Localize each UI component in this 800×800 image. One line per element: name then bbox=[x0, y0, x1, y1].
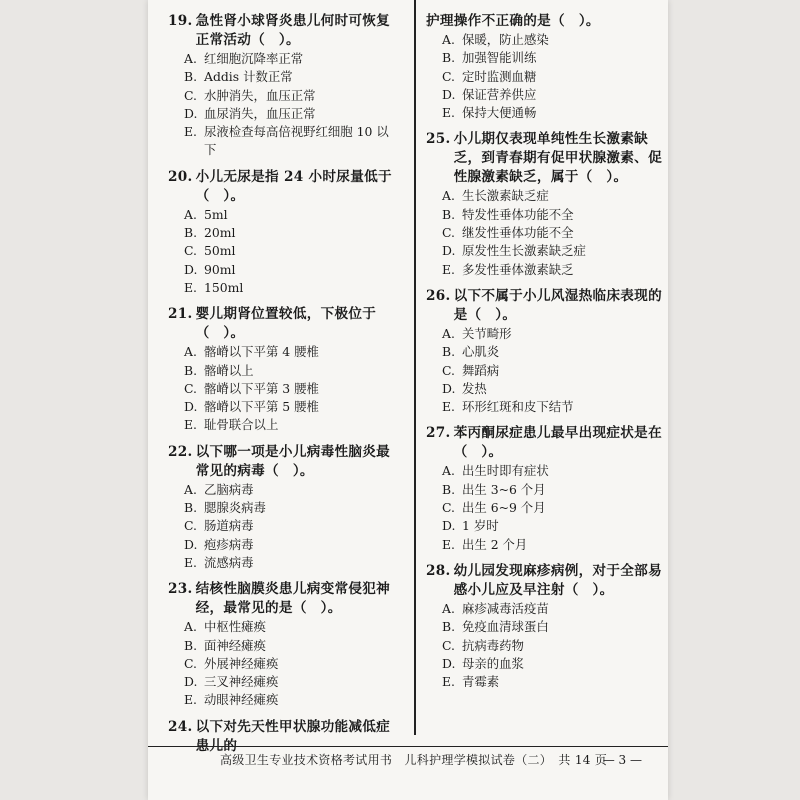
option-letter: E. bbox=[442, 105, 455, 121]
option-letter: E. bbox=[184, 554, 197, 570]
option-text: 三叉神经瘫痪 bbox=[204, 674, 279, 690]
option-letter: C. bbox=[442, 637, 455, 653]
page-number: — 3 — bbox=[602, 753, 642, 767]
option-letter: E. bbox=[184, 279, 197, 295]
option-letter: C. bbox=[442, 68, 455, 84]
option-text: 90ml bbox=[204, 261, 236, 277]
answer-option bbox=[426, 224, 662, 242]
answer-option bbox=[426, 655, 662, 673]
question-stem bbox=[426, 130, 662, 187]
option-text: 红细胞沉降率正常 bbox=[204, 51, 304, 66]
answer-option bbox=[168, 261, 400, 279]
answer-option bbox=[168, 68, 400, 86]
answer-option bbox=[168, 655, 400, 673]
answer-option bbox=[168, 242, 400, 260]
option-letter: D. bbox=[442, 243, 456, 259]
option-text: 20ml bbox=[204, 225, 236, 241]
option-letter: D. bbox=[442, 655, 456, 671]
answer-option bbox=[426, 481, 662, 499]
option-text: 腮腺炎病毒 bbox=[204, 500, 266, 516]
option-text: 原发性生长激素缺乏症 bbox=[462, 243, 586, 259]
option-text: 舞蹈病 bbox=[462, 362, 500, 378]
option-letter: C. bbox=[184, 655, 197, 671]
answer-option bbox=[426, 637, 662, 655]
question-text: 幼儿园发现麻疹病例，对于全部易感小儿应及早注射（ ）。 bbox=[453, 562, 662, 598]
option-letter: D. bbox=[184, 105, 198, 121]
answer-option bbox=[168, 343, 400, 361]
answer-option bbox=[426, 362, 662, 380]
question-stem bbox=[168, 12, 400, 50]
column-divider bbox=[414, 0, 416, 735]
question-text: 以下不属于小儿风湿热临床表现的是（ ）。 bbox=[453, 287, 662, 323]
page-footer bbox=[148, 746, 668, 767]
option-text: 加强智能训练 bbox=[462, 50, 537, 66]
question-item bbox=[168, 168, 400, 297]
option-letter: A. bbox=[442, 325, 455, 341]
question-text: 小儿无尿是指 24 小时尿量低于（ ）。 bbox=[195, 168, 392, 204]
option-letter: B. bbox=[442, 481, 456, 497]
question-text: 小儿期仅表现单纯性生长激素缺乏，到青春期有促甲状腺激素、促性腺激素缺乏，属于（ ）。 bbox=[453, 131, 662, 186]
option-text: 血尿消失，血压正常 bbox=[204, 105, 316, 121]
option-text: 保证营养供应 bbox=[462, 86, 537, 102]
option-letter: D. bbox=[442, 518, 456, 534]
option-letter: B. bbox=[442, 344, 456, 360]
answer-option bbox=[426, 68, 662, 86]
option-letter: A. bbox=[184, 51, 197, 66]
answer-option bbox=[168, 50, 400, 68]
question-number: 26. bbox=[426, 287, 451, 304]
option-text: 髂嵴以下平第 3 腰椎 bbox=[204, 380, 319, 396]
option-text: 多发性垂体激素缺乏 bbox=[462, 261, 574, 277]
question-item bbox=[168, 580, 400, 709]
right-column bbox=[426, 12, 662, 699]
question-stem bbox=[426, 562, 662, 600]
answer-option bbox=[426, 499, 662, 517]
option-letter: A. bbox=[442, 463, 455, 479]
answer-option bbox=[168, 481, 400, 499]
question-stem bbox=[426, 424, 662, 462]
option-letter: B. bbox=[184, 362, 198, 378]
option-letter: C. bbox=[184, 87, 197, 103]
answer-option bbox=[168, 691, 400, 709]
option-text: 髂嵴以下平第 4 腰椎 bbox=[204, 344, 319, 360]
answer-option bbox=[426, 31, 662, 49]
option-letter: B. bbox=[442, 50, 456, 66]
option-letter: A. bbox=[184, 206, 197, 222]
question-number: 20. bbox=[168, 168, 193, 185]
answer-option bbox=[168, 618, 400, 636]
question-number: 25. bbox=[426, 131, 451, 148]
answer-option bbox=[168, 279, 400, 297]
answer-option bbox=[168, 536, 400, 554]
option-letter: A. bbox=[184, 344, 197, 360]
question-number: 21. bbox=[168, 306, 193, 323]
option-letter: C. bbox=[442, 225, 455, 241]
answer-option bbox=[168, 206, 400, 224]
option-text: 1 岁时 bbox=[462, 518, 499, 534]
option-text: 5ml bbox=[204, 206, 228, 222]
option-text: 出生 2 个月 bbox=[462, 536, 528, 552]
option-text: 流感病毒 bbox=[204, 554, 254, 570]
option-letter: B. bbox=[442, 619, 456, 635]
option-text: 150ml bbox=[204, 279, 244, 295]
question-number: 19. bbox=[168, 13, 193, 29]
question-text: 护理操作不正确的是（ ）。 bbox=[426, 13, 600, 29]
answer-option bbox=[426, 86, 662, 104]
answer-option bbox=[426, 261, 662, 279]
question-text: 结核性脑膜炎患儿病变常侵犯神经，最常见的是（ ）。 bbox=[195, 581, 391, 617]
answer-option bbox=[168, 224, 400, 242]
answer-option bbox=[168, 380, 400, 398]
option-text: 髂嵴以上 bbox=[204, 362, 254, 378]
question-stem bbox=[168, 305, 400, 343]
question-text: 以下对先天性甲状腺功能减低症患儿的 bbox=[195, 718, 391, 754]
option-letter: A. bbox=[442, 600, 455, 616]
option-letter: D. bbox=[184, 536, 198, 552]
option-text: 外展神经瘫痪 bbox=[204, 655, 279, 671]
question-text: 婴儿期肾位置较低，下极位于（ ）。 bbox=[195, 306, 377, 342]
option-letter: D. bbox=[184, 261, 198, 277]
option-text: 麻疹减毒活疫苗 bbox=[462, 600, 549, 616]
footer-title: 高级卫生专业技术资格考试用书 儿科护理学模拟试卷（二） 共 14 页 bbox=[220, 753, 608, 767]
option-text: 继发性垂体功能不全 bbox=[462, 225, 574, 241]
answer-option bbox=[426, 462, 662, 480]
answer-option bbox=[426, 398, 662, 416]
question-item bbox=[168, 443, 400, 572]
option-letter: E. bbox=[442, 674, 455, 690]
option-letter: D. bbox=[442, 380, 456, 396]
option-letter: A. bbox=[184, 481, 197, 497]
question-number: 28. bbox=[426, 562, 451, 579]
option-text: 关节畸形 bbox=[462, 325, 512, 341]
option-letter: E. bbox=[184, 124, 197, 140]
answer-option bbox=[168, 123, 400, 160]
option-text: 保持大便通畅 bbox=[462, 105, 537, 121]
option-text: 乙脑病毒 bbox=[204, 481, 254, 497]
option-text: 水肿消失，血压正常 bbox=[204, 87, 316, 103]
question-number: 27. bbox=[426, 425, 451, 442]
option-text: 肠道病毒 bbox=[204, 518, 254, 534]
option-text: Addis 计数正常 bbox=[204, 69, 293, 85]
answer-option bbox=[426, 380, 662, 398]
answer-option bbox=[426, 517, 662, 535]
option-letter: E. bbox=[184, 417, 197, 433]
option-text: 发热 bbox=[462, 380, 487, 396]
answer-option bbox=[168, 87, 400, 105]
option-text: 心肌炎 bbox=[462, 344, 500, 360]
answer-option bbox=[426, 206, 662, 224]
option-text: 面神经瘫痪 bbox=[204, 637, 266, 653]
option-text: 中枢性瘫痪 bbox=[204, 619, 266, 635]
answer-option bbox=[426, 104, 662, 122]
option-text: 环形红斑和皮下结节 bbox=[462, 399, 574, 415]
option-letter: E. bbox=[442, 536, 455, 552]
option-letter: B. bbox=[184, 225, 198, 241]
option-letter: D. bbox=[442, 86, 456, 102]
answer-option bbox=[168, 398, 400, 416]
option-letter: A. bbox=[442, 188, 455, 204]
option-letter: B. bbox=[184, 500, 198, 516]
exam-page bbox=[148, 0, 668, 800]
answer-option bbox=[168, 362, 400, 380]
answer-option bbox=[168, 554, 400, 572]
answer-option bbox=[426, 673, 662, 691]
question-stem bbox=[426, 287, 662, 325]
answer-option bbox=[168, 637, 400, 655]
option-letter: B. bbox=[184, 637, 198, 653]
option-letter: C. bbox=[442, 362, 455, 378]
question-text: 急性肾小球肾炎患儿何时可恢复正常活动（ ）。 bbox=[195, 13, 391, 48]
option-text: 青霉素 bbox=[462, 674, 500, 690]
question-stem bbox=[168, 168, 400, 206]
option-text: 特发性垂体功能不全 bbox=[462, 206, 574, 222]
option-text: 髂嵴以下平第 5 腰椎 bbox=[204, 399, 319, 415]
question-text: 以下哪一项是小儿病毒性脑炎最常见的病毒（ ）。 bbox=[195, 443, 391, 479]
option-letter: E. bbox=[442, 261, 455, 277]
answer-option bbox=[168, 673, 400, 691]
option-letter: A. bbox=[442, 32, 455, 47]
option-text: 50ml bbox=[204, 243, 236, 259]
answer-option bbox=[426, 343, 662, 361]
option-text: 出生 6~9 个月 bbox=[462, 500, 546, 516]
question-number: 24. bbox=[168, 718, 193, 735]
question-stem bbox=[168, 443, 400, 481]
question-stem bbox=[426, 12, 662, 31]
option-letter: C. bbox=[442, 500, 455, 516]
option-letter: B. bbox=[442, 206, 456, 222]
option-text: 疱疹病毒 bbox=[204, 536, 254, 552]
option-text: 动眼神经瘫痪 bbox=[204, 692, 279, 708]
option-text: 母亲的血浆 bbox=[462, 655, 524, 671]
question-text: 苯丙酮尿症患儿最早出现症状是在（ ）。 bbox=[453, 425, 662, 461]
question-item bbox=[168, 12, 400, 160]
option-text: 出生时即有症状 bbox=[462, 463, 549, 479]
answer-option bbox=[426, 325, 662, 343]
option-letter: E. bbox=[184, 692, 197, 708]
left-column bbox=[168, 12, 400, 764]
option-text: 保暖，防止感染 bbox=[462, 32, 549, 47]
answer-option bbox=[426, 49, 662, 67]
option-letter: C. bbox=[184, 518, 197, 534]
question-item bbox=[426, 130, 662, 278]
option-letter: D. bbox=[184, 674, 198, 690]
question-item bbox=[426, 424, 662, 553]
option-text: 定时监测血糖 bbox=[462, 68, 537, 84]
answer-option bbox=[426, 536, 662, 554]
question-item bbox=[426, 12, 662, 122]
question-number: 22. bbox=[168, 443, 193, 460]
question-stem bbox=[168, 580, 400, 618]
option-text: 尿液检查每高倍视野红细胞 10 以下 bbox=[204, 124, 389, 158]
question-item bbox=[426, 287, 662, 416]
answer-option bbox=[168, 517, 400, 535]
option-letter: D. bbox=[184, 399, 198, 415]
answer-option bbox=[168, 499, 400, 517]
answer-option bbox=[168, 416, 400, 434]
option-letter: C. bbox=[184, 380, 197, 396]
option-letter: B. bbox=[184, 69, 198, 85]
question-item bbox=[426, 562, 662, 691]
option-letter: E. bbox=[442, 399, 455, 415]
answer-option bbox=[168, 105, 400, 123]
question-number: 23. bbox=[168, 581, 193, 598]
answer-option bbox=[426, 187, 662, 205]
answer-option bbox=[426, 600, 662, 618]
option-text: 抗病毒药物 bbox=[462, 637, 524, 653]
option-text: 耻骨联合以上 bbox=[204, 417, 279, 433]
answer-option bbox=[426, 618, 662, 636]
answer-option bbox=[426, 242, 662, 260]
option-text: 出生 3~6 个月 bbox=[462, 481, 546, 497]
option-letter: C. bbox=[184, 243, 197, 259]
option-text: 生长激素缺乏症 bbox=[462, 188, 549, 204]
option-letter: A. bbox=[184, 619, 197, 635]
option-text: 免疫血清球蛋白 bbox=[462, 619, 549, 635]
question-item bbox=[168, 305, 400, 434]
